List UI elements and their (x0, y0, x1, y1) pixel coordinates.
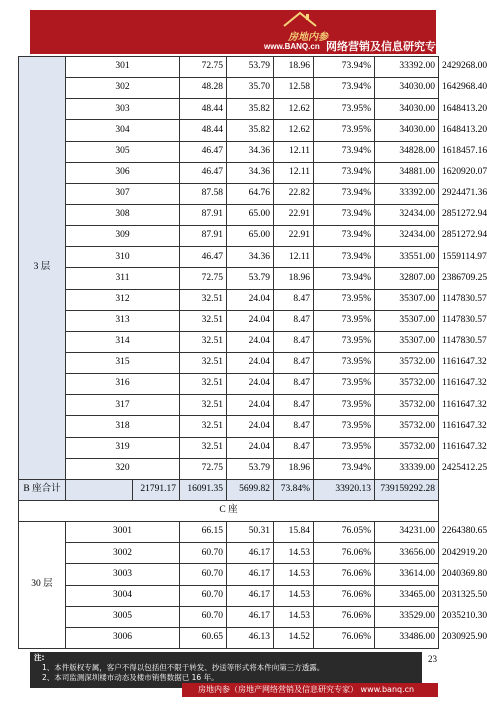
internal-area: 46.13 (227, 627, 274, 648)
unit-number: 311 (66, 268, 180, 289)
area: 60.70 (180, 585, 227, 606)
table-row: 318 32.51 24.04 8.47 73.95% 35732.00 1161647.32 (19, 416, 439, 437)
logo-script-text: 房地内参 (288, 32, 328, 43)
table-row: 309 87.91 65.00 22.91 73.94% 32434.00 2851272.94 (19, 226, 439, 247)
internal-area: 24.04 (227, 352, 274, 373)
notes-title: 注: (34, 653, 45, 662)
table-row: 304 48.44 35.82 12.62 73.95% 34030.00 1648413.20 (19, 120, 439, 141)
section-row (19, 500, 439, 521)
area: 48.44 (180, 99, 227, 120)
shared-area: 14.53 (274, 543, 314, 564)
unit-price: 34231.00 (375, 522, 439, 543)
unit-number: 3001 (66, 522, 180, 543)
unit-price: 34881.00 (375, 162, 439, 183)
shared-area: 12.11 (274, 141, 314, 162)
unit-number: 313 (66, 310, 180, 331)
efficiency: 73.95% (314, 310, 375, 331)
unit-number: 309 (66, 226, 180, 247)
table-row: 302 48.28 35.70 12.58 73.94% 34030.00 1642968.40 (19, 78, 439, 99)
internal-area: 46.17 (227, 564, 274, 585)
efficiency: 73.95% (314, 395, 375, 416)
shared-area: 14.52 (274, 627, 314, 648)
unit-number: 3006 (66, 627, 180, 648)
table-row: 306 46.47 34.36 12.11 73.94% 34881.00 1620920.07 (19, 162, 439, 183)
internal-area: 64.76 (227, 183, 274, 204)
table-row: 319 32.51 24.04 8.47 73.95% 35732.00 1161647.32 (19, 437, 439, 458)
internal-area: 46.17 (227, 606, 274, 627)
shared-area: 8.47 (274, 437, 314, 458)
unit-price: 34030.00 (375, 99, 439, 120)
efficiency: 73.95% (314, 352, 375, 373)
efficiency: 73.94% (314, 141, 375, 162)
table-row: 313 32.51 24.04 8.47 73.95% 35307.00 1147830.57 (19, 310, 439, 331)
unit-price: 33392.00 (375, 57, 439, 78)
shared-area: 14.53 (274, 606, 314, 627)
b-total-shared-area: 5699.82 (227, 479, 274, 500)
unit-number: 304 (66, 120, 180, 141)
area: 87.58 (180, 183, 227, 204)
efficiency: 73.94% (314, 78, 375, 99)
unit-number: 305 (66, 141, 180, 162)
page-number: 23 (428, 654, 437, 664)
area: 72.75 (180, 458, 227, 479)
unit-price: 33529.00 (375, 606, 439, 627)
unit-price: 35732.00 (375, 352, 439, 373)
internal-area: 34.36 (227, 162, 274, 183)
unit-number: 307 (66, 183, 180, 204)
area: 48.28 (180, 78, 227, 99)
area: 60.70 (180, 543, 227, 564)
unit-price: 32434.00 (375, 204, 439, 225)
efficiency: 73.94% (314, 183, 375, 204)
efficiency: 73.94% (314, 57, 375, 78)
area: 66.15 (180, 522, 227, 543)
logo-url: www.BANQ.cn (264, 42, 320, 51)
efficiency: 73.94% (314, 458, 375, 479)
unit-price: 35732.00 (375, 395, 439, 416)
notes-line-2: 2、本司监测深圳楼市动态及楼市销售数据已 16 年。 (42, 673, 219, 682)
table-row: 3003 60.70 46.17 14.53 76.06% 33614.00 2040369.80 (19, 564, 439, 585)
unit-number: 303 (66, 99, 180, 120)
unit-price: 34030.00 (375, 78, 439, 99)
unit-price: 35307.00 (375, 289, 439, 310)
internal-area: 24.04 (227, 331, 274, 352)
shared-area: 8.47 (274, 289, 314, 310)
notes-line-1: 1、本件版权专属，客户不得以包括但不限于转发、抄送等形式将本件向第三方透露。 (42, 663, 325, 672)
section-c-title: C 座 (19, 500, 439, 521)
unit-number: 317 (66, 395, 180, 416)
efficiency: 73.95% (314, 99, 375, 120)
internal-area: 24.04 (227, 310, 274, 331)
efficiency: 73.95% (314, 120, 375, 141)
internal-area: 35.82 (227, 99, 274, 120)
efficiency: 73.94% (314, 204, 375, 225)
shared-area: 8.47 (274, 352, 314, 373)
area: 72.75 (180, 57, 227, 78)
internal-area: 24.04 (227, 437, 274, 458)
area: 60.70 (180, 606, 227, 627)
unit-number: 3004 (66, 585, 180, 606)
b-total-blank (66, 479, 133, 500)
table-row: 316 32.51 24.04 8.47 73.95% 35732.00 1161647.32 (19, 374, 439, 395)
efficiency: 76.06% (314, 627, 375, 648)
unit-number: 319 (66, 437, 180, 458)
internal-area: 46.17 (227, 543, 274, 564)
sales-table (18, 56, 487, 649)
area: 87.91 (180, 226, 227, 247)
internal-area: 35.82 (227, 120, 274, 141)
unit-price: 33486.00 (375, 627, 439, 648)
shared-area: 18.96 (274, 268, 314, 289)
house-logo-icon (280, 10, 320, 30)
efficiency: 73.94% (314, 268, 375, 289)
unit-price: 32807.00 (375, 268, 439, 289)
table-row: 315 32.51 24.04 8.47 73.95% 35732.00 1161647.32 (19, 352, 439, 373)
unit-number: 308 (66, 204, 180, 225)
shared-area: 8.47 (274, 395, 314, 416)
internal-area: 24.04 (227, 395, 274, 416)
b-total-internal-area: 16091.35 (180, 479, 227, 500)
internal-area: 53.79 (227, 57, 274, 78)
efficiency: 73.94% (314, 247, 375, 268)
table-row: 30 层 3001 66.15 50.31 15.84 76.05% 34231.00 2264380.65 (19, 522, 439, 543)
table-row: 3004 60.70 46.17 14.53 76.06% 33465.00 2031325.50 (19, 585, 439, 606)
unit-price: 35732.00 (375, 437, 439, 458)
shared-area: 8.47 (274, 374, 314, 395)
shared-area: 14.53 (274, 564, 314, 585)
unit-number: 316 (66, 374, 180, 395)
shared-area: 12.11 (274, 162, 314, 183)
unit-price: 35307.00 (375, 331, 439, 352)
shared-area: 18.96 (274, 57, 314, 78)
area: 87.91 (180, 204, 227, 225)
table-row: 305 46.47 34.36 12.11 73.94% 34828.00 1618457.16 (19, 141, 439, 162)
table-row: 3006 60.65 46.13 14.52 76.06% 33486.00 2030925.90 (19, 627, 439, 648)
table-row: 307 87.58 64.76 22.82 73.94% 33392.00 2924471.36 (19, 183, 439, 204)
shared-area: 14.53 (274, 585, 314, 606)
area: 46.47 (180, 162, 227, 183)
unit-price: 33614.00 (375, 564, 439, 585)
b-total-label: B 座合计 (19, 479, 66, 500)
efficiency: 76.06% (314, 564, 375, 585)
shared-area: 15.84 (274, 522, 314, 543)
table-row: 314 32.51 24.04 8.47 73.95% 35307.00 1147830.57 (19, 331, 439, 352)
efficiency: 76.06% (314, 606, 375, 627)
b-total-unit-price: 33920.13 (314, 479, 375, 500)
banner-title: 网络营销及信息研究专家 (326, 40, 447, 53)
unit-number: 301 (66, 57, 180, 78)
area: 46.47 (180, 141, 227, 162)
unit-price: 35732.00 (375, 416, 439, 437)
table-row: 308 87.91 65.00 22.91 73.94% 32434.00 2851272.94 (19, 204, 439, 225)
unit-number: 306 (66, 162, 180, 183)
efficiency: 73.95% (314, 374, 375, 395)
unit-price: 32434.00 (375, 226, 439, 247)
unit-number: 302 (66, 78, 180, 99)
shared-area: 8.47 (274, 331, 314, 352)
internal-area: 53.79 (227, 458, 274, 479)
unit-price: 35732.00 (375, 374, 439, 395)
shared-area: 18.96 (274, 458, 314, 479)
efficiency: 73.94% (314, 226, 375, 247)
b-total-area: 21791.17 (133, 479, 180, 500)
area: 32.51 (180, 289, 227, 310)
internal-area: 34.36 (227, 141, 274, 162)
b-total-total-price: 739159292.28 (375, 479, 439, 500)
shared-area: 22.91 (274, 226, 314, 247)
shared-area: 12.11 (274, 247, 314, 268)
area: 48.44 (180, 120, 227, 141)
table-row: 3002 60.70 46.17 14.53 76.06% 33656.00 2042919.20 (19, 543, 439, 564)
unit-price: 34030.00 (375, 120, 439, 141)
internal-area: 65.00 (227, 226, 274, 247)
table-row: 317 32.51 24.04 8.47 73.95% 35732.00 1161647.32 (19, 395, 439, 416)
table-row: 311 72.75 53.79 18.96 73.94% 32807.00 2386709.25 (19, 268, 439, 289)
area: 46.47 (180, 247, 227, 268)
b-total-efficiency: 73.84% (274, 479, 314, 500)
unit-number: 3002 (66, 543, 180, 564)
internal-area: 50.31 (227, 522, 274, 543)
area: 32.51 (180, 352, 227, 373)
efficiency: 76.06% (314, 585, 375, 606)
unit-number: 312 (66, 289, 180, 310)
unit-price: 33465.00 (375, 585, 439, 606)
internal-area: 24.04 (227, 416, 274, 437)
table-row: 3005 60.70 46.17 14.53 76.06% 33529.00 2035210.30 (19, 606, 439, 627)
area: 32.51 (180, 374, 227, 395)
shared-area: 12.58 (274, 78, 314, 99)
area: 32.51 (180, 437, 227, 458)
efficiency: 73.95% (314, 289, 375, 310)
floor-label: 30 层 (19, 522, 66, 649)
area: 32.51 (180, 331, 227, 352)
internal-area: 46.17 (227, 585, 274, 606)
efficiency: 76.05% (314, 522, 375, 543)
header-banner (30, 10, 447, 54)
shared-area: 22.91 (274, 204, 314, 225)
internal-area: 35.70 (227, 78, 274, 99)
area: 60.70 (180, 564, 227, 585)
table-row: 312 32.51 24.04 8.47 73.95% 35307.00 1147830.57 (19, 289, 439, 310)
unit-price: 33551.00 (375, 247, 439, 268)
area: 32.51 (180, 310, 227, 331)
table-row: 3 层 301 72.75 53.79 18.96 73.94% 33392.00 2429268.00 (19, 57, 439, 78)
unit-price: 35307.00 (375, 310, 439, 331)
area: 60.65 (180, 627, 227, 648)
b-total-row (19, 479, 439, 500)
efficiency: 73.95% (314, 416, 375, 437)
area: 72.75 (180, 268, 227, 289)
internal-area: 53.79 (227, 268, 274, 289)
internal-area: 24.04 (227, 374, 274, 395)
unit-price: 33656.00 (375, 543, 439, 564)
unit-number: 318 (66, 416, 180, 437)
unit-number: 3005 (66, 606, 180, 627)
shared-area: 22.82 (274, 183, 314, 204)
unit-number: 314 (66, 331, 180, 352)
area: 32.51 (180, 395, 227, 416)
shared-area: 12.62 (274, 99, 314, 120)
shared-area: 12.62 (274, 120, 314, 141)
unit-price: 34828.00 (375, 141, 439, 162)
efficiency: 73.95% (314, 437, 375, 458)
unit-number: 310 (66, 247, 180, 268)
efficiency: 73.95% (314, 331, 375, 352)
shared-area: 8.47 (274, 416, 314, 437)
area: 32.51 (180, 416, 227, 437)
table-row: 310 46.47 34.36 12.11 73.94% 33551.00 1559114.97 (19, 247, 439, 268)
efficiency: 73.94% (314, 162, 375, 183)
table-row: 320 72.75 53.79 18.96 73.94% 33339.00 2425412.25 (19, 458, 439, 479)
shared-area: 8.47 (274, 310, 314, 331)
unit-number: 320 (66, 458, 180, 479)
footer-bar: 房地内参（房地产网络营销及信息研究专家） www.banq.cn (182, 683, 438, 697)
internal-area: 65.00 (227, 204, 274, 225)
unit-price: 33392.00 (375, 183, 439, 204)
unit-price: 33339.00 (375, 458, 439, 479)
unit-number: 3003 (66, 564, 180, 585)
floor-label: 3 层 (19, 57, 66, 480)
unit-number: 315 (66, 352, 180, 373)
internal-area: 24.04 (227, 289, 274, 310)
internal-area: 34.36 (227, 247, 274, 268)
efficiency: 76.06% (314, 543, 375, 564)
table-row: 303 48.44 35.82 12.62 73.95% 34030.00 1648413.20 (19, 99, 439, 120)
